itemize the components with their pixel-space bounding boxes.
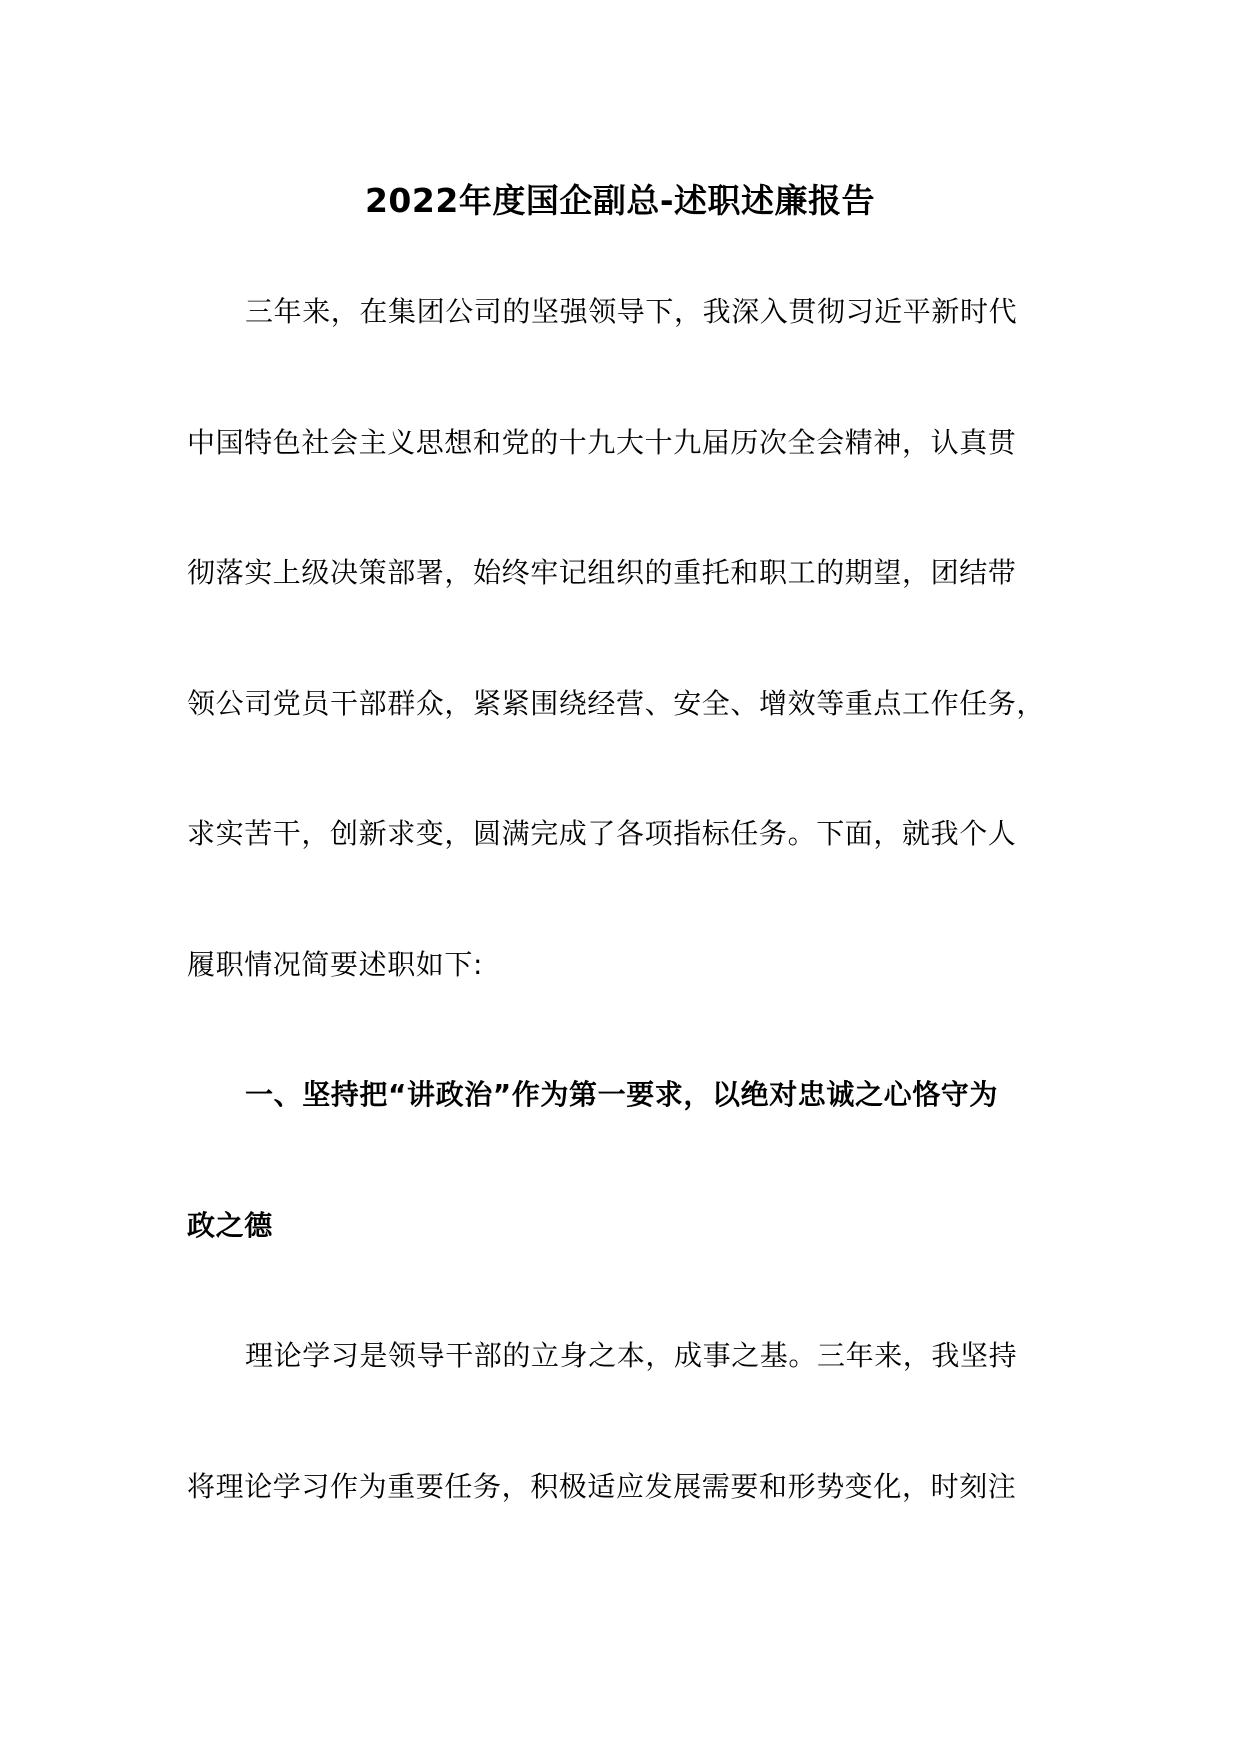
paragraph-line: 三年来，在集团公司的坚强领导下，我深入贯彻习近平新时代 xyxy=(245,295,1018,328)
document-title: 2022年度国企副总-述职述廉报告 xyxy=(364,181,876,220)
paragraph-line: 理论学习是领导干部的立身之本，成事之基。三年来，我坚持 xyxy=(245,1339,1018,1372)
paragraph-line: 领公司党员干部群众，紧紧围绕经营、安全、增效等重点工作任务， xyxy=(187,687,1046,720)
paragraph-line: 将理论学习作为重要任务，积极适应发展需要和形势变化，时刻注 xyxy=(187,1470,1017,1503)
paragraph-line: 彻落实上级决策部署，始终牢记组织的重托和职工的期望，团结带 xyxy=(187,556,1017,589)
paragraph-line: 求实苦干，创新求变，圆满完成了各项指标任务。下面，就我个人 xyxy=(187,817,1017,850)
heading-line: 政之德 xyxy=(187,1209,273,1242)
heading-line: 一、坚持把“讲政治”作为第一要求，以绝对忠诚之心恪守为 xyxy=(245,1078,999,1111)
paragraph-line: 中国特色社会主义思想和党的十九大十九届历次全会精神，认真贯 xyxy=(187,426,1017,459)
paragraph-line: 履职情况简要述职如下: xyxy=(187,948,484,981)
